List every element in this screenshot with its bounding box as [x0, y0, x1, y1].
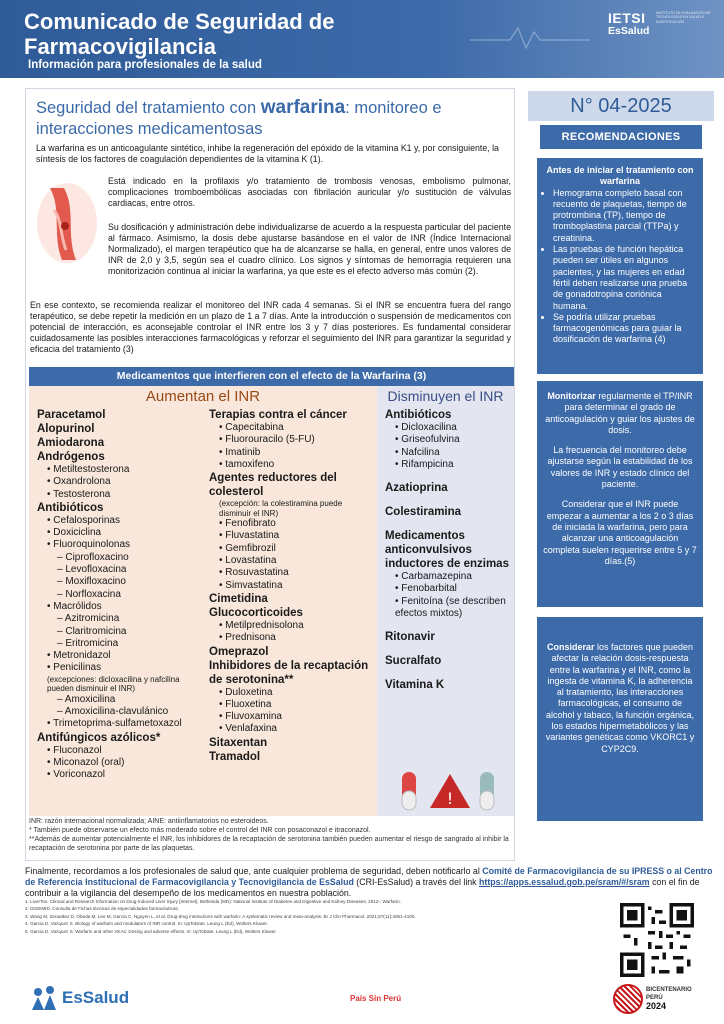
qr-code-icon[interactable]	[620, 903, 694, 977]
reference-item: 2. DIGEMID. Consulta de Fichas técnicas de especialidades farmacéuticas.	[25, 906, 179, 912]
reference-item: 5. Garcia D, Vazquez S. Warfarin and other VKAs: Dosing and adverse effects. In: UpToDate, Leung L (Ed), Wolters Kluwer.	[25, 928, 277, 934]
header-subtitle: Información para profesionales de la salud	[28, 59, 262, 71]
closing-text-3: con el fin de contribuir a la vigilancia del desempeño de los medicamentos en nuestra población.	[25, 877, 700, 898]
drug-item: – Amoxicilina-clavulánico	[37, 706, 207, 718]
drug-item: • Fluorouracilo (5-FU)	[209, 434, 375, 446]
bicentenario-country: PERÚ	[646, 995, 663, 1001]
spacer	[385, 495, 510, 505]
drug-item: – Claritromicina	[37, 626, 207, 638]
recommendation-box-factors	[537, 617, 703, 821]
reference-item: 3. Wang M, Zeraatkar D, Obeda M, Lee M, Garcia C, Nguyen L, et al. Drug-drug interactions with warfarin: A systematic review and meta-analysis. Br J Clin Pharmacol. 2021;87(11):4051-4100.	[25, 913, 416, 919]
drug-group: Ritonavir	[385, 631, 435, 644]
closing-text-2: (CRI-EsSalud) a través del link	[353, 877, 480, 887]
factors-paragraph	[543, 642, 697, 755]
closing-paragraph	[25, 866, 713, 899]
drug-item: • Oxandrolona	[37, 476, 207, 488]
paragraph-indications: Está indicado en la profilaxis y/o tratamiento de trombosis venosas, embolismo pulmonar, complicaciones tromboembólicas asociadas con fibrilación auricular y/o sustitución de válvulas cardiacas, entre otros.	[108, 176, 511, 208]
drug-item: • Fenitoína (se describen efectos mixtos)	[385, 596, 510, 621]
drug-item: • Metilprednisolona	[209, 620, 375, 632]
recommendations-header: RECOMENDACIONES	[540, 125, 702, 149]
drug-item: • Testosterona	[37, 489, 207, 501]
drug-item: • Fluoxetina	[209, 699, 375, 711]
drug-item: • Voriconazol	[37, 769, 207, 781]
ietsi-logo	[608, 10, 712, 42]
article-title-part1: Seguridad del tratamiento con	[36, 99, 261, 117]
pills-warning-icon	[400, 768, 500, 814]
drug-item: – Norfloxacina	[37, 589, 207, 601]
drug-item: • Fluoroquinolonas	[37, 539, 207, 551]
ietsi-logo-org: EsSalud	[608, 25, 650, 37]
bicentenario-text	[646, 986, 692, 1010]
decrease-inr-header: Disminuyen el INR	[387, 388, 504, 404]
header-title	[24, 9, 334, 59]
drug-group: Sucralfato	[385, 655, 442, 668]
drug-item: • Carbamazepina	[385, 571, 510, 583]
footnote-ssri: **Además de aumentar potencialmente el INR, los inhibidores de la recaptación de serotonina también pueden aumentar el riesgo de sangrado al inhibir la recaptación de serotonina por parte de las plaquetas.	[29, 836, 509, 852]
reference-item: 4. Garcia D, Vazquez S. Biology of warfarin and modulators of INR control. In: UpToDate, Leung L (Ed), Wolters Kluwer.	[25, 921, 268, 927]
drug-item: • Lovastatina	[209, 555, 375, 567]
footnote-azoles: * También puede observarse un efecto más moderado sobre el control del INR con posaconazol e itraconazol.	[29, 827, 371, 834]
recommendation-box-baseline	[537, 158, 703, 374]
spacer	[385, 519, 510, 529]
drug-item: – Azitromicina	[37, 613, 207, 625]
article-title	[36, 97, 511, 140]
footnote-abbreviations: INR: razón internacional normalizada; AINE: antiinflamatorios no esteroideos.	[29, 818, 269, 825]
drug-item: • Dicloxacilina	[385, 422, 510, 434]
monitoring-paragraph-2: La frecuencia del monitoreo debe ajustarse según la estabilidad de los valores de INR y estado clínico del paciente.	[547, 445, 693, 490]
spacer	[385, 644, 510, 654]
header-title-line2: Farmacovigilancia	[24, 34, 216, 59]
drug-item: • Penicilinas	[37, 662, 207, 674]
drug-group: Antibióticos	[37, 501, 104, 514]
drug-group: Tramadol	[209, 750, 261, 763]
ietsi-logo-desc: INSTITUTO DE EVALUACIÓN DE TECNOLOGÍAS EN SALUD E INVESTIGACIÓN	[656, 11, 711, 24]
drug-group: Azatioprina	[385, 482, 448, 495]
drug-item: • Gemfibrozil	[209, 543, 375, 555]
spacer	[385, 471, 510, 481]
recommendation-box-baseline-title: Antes de iniciar el tratamiento con warfarina	[546, 165, 694, 187]
monitoring-paragraph-3: Considerar que el INR puede empezar a aumentar a los 2 o 3 días de iniciada la warfarina, pero para alcanzar una anticoagulación completa suelen requerirse entre 5 y 7 días.(5)	[543, 499, 697, 566]
drug-group: Cimetidina	[209, 592, 268, 605]
drug-group: Sitaxentan	[209, 736, 268, 749]
paragraph-monitoring: En ese contexto, se recomienda realizar el monitoreo del INR cada 4 semanas. Si el INR se encuentra fuera del rango terapéutico, se debe repetir la medición en un plazo de 1 a 7 días. Ante la introducción o suspensión de medicamentos con potencial de interacción, es aconsejable controlar el INR entre los 3 y 7 días posteriores. Es fundamental considerar cuidadosamente las posibles interacciones farmacológicas y reforzar el seguimiento del INR para garantizar la seguridad y eficacia del tratamiento (3)	[30, 300, 511, 354]
recommendation-box-monitoring	[537, 381, 703, 607]
references-list	[25, 898, 605, 935]
drug-item: • Cefalosporinas	[37, 515, 207, 527]
closing-text-1: Finalmente, recordamos a los profesionales de salud que, ante cualquier problema de seguridad, deben notificarlo al	[25, 866, 483, 876]
table-footnotes	[29, 817, 514, 853]
reference-item: 1. LiverTox: Clinical and Research Information on Drug-Induced Liver Injury [Internet]. Bethesda (MD): National Institute of Diabetes and Digestive and Kidney Diseases; 2012-. Warfarin.	[25, 899, 401, 904]
drug-group: Terapias contra el cáncer	[209, 409, 347, 421]
drug-item: • Duloxetina	[209, 687, 375, 699]
drug-item: – Levofloxacina	[37, 564, 207, 576]
baseline-test-item: • Se podría utilizar pruebas farmacogenómicas para guiar la dosificación de warfarina (4)	[553, 312, 697, 346]
drug-group: Andrógenos	[37, 451, 105, 463]
drug-item: – Amoxicilina	[37, 694, 207, 706]
drug-item: • Rosuvastatina	[209, 567, 375, 579]
drug-item: • Capecitabina	[209, 422, 375, 434]
bicentenario-year: 2024	[646, 1001, 667, 1011]
drug-item: • Venlafaxina	[209, 723, 375, 735]
drug-item: – Moxifloxacino	[37, 576, 207, 588]
drug-group: Omeprazol	[209, 645, 269, 658]
monitoring-paragraph-1	[543, 391, 697, 436]
drug-group: Antifúngicos azólicos*	[37, 731, 161, 744]
baseline-test-item: • Hemograma completo basal con recuento de plaquetas, tiempo de protrombina (TP), tiempo de tromboplastina parcial (TTPa) y creatinina.	[553, 188, 697, 244]
drug-item: (excepción: la colestiramina puede disminuir el INR)	[219, 499, 343, 518]
svg-text:!: !	[446, 789, 454, 808]
drug-group: Paracetamol	[37, 409, 106, 421]
increase-inr-list-1	[37, 408, 207, 782]
drug-item: • Trimetoprima-sulfametoxazol	[37, 718, 207, 730]
drug-item: • Metronidazol	[37, 650, 207, 662]
drug-item: • Fenofibrato	[209, 518, 375, 530]
spacer	[385, 668, 510, 678]
drug-item: • Fluvastatina	[209, 530, 375, 542]
drug-item: • Prednisona	[209, 632, 375, 644]
paragraph-dosing: Su dosificación y administración debe individualizarse de acuerdo a la respuesta particular del paciente al fármaco. Asimismo, la dosis debe ajustarse basándose en el valor de INR (Índice Internacional Normalizado), el margen terapéutico que ha de alcanzarse se halla, en general, entre unos valores de INR de 2,0 y 3,5, según sea el cuadro clínico. Los signos y síntomas de hemorragia requieren una monitorización continua al iniciar la warfarina, ya que este es el efecto adverso más común (2).	[108, 222, 511, 276]
bicentenario-emblem-icon	[613, 984, 643, 1014]
drug-item: • Simvastatina	[209, 580, 375, 592]
drug-group: Colestiramina	[385, 506, 462, 519]
drug-group: Alopurinol	[37, 423, 95, 435]
drug-item: • tamoxifeno	[209, 459, 375, 471]
increase-inr-list-2	[209, 408, 375, 764]
decrease-inr-list	[385, 408, 510, 692]
increase-inr-header: Aumentan el INR	[145, 388, 261, 405]
heartbeat-icon	[470, 22, 590, 52]
drug-item: (excepciones: dicloxacilina y nafcilina pueden disminuir el INR)	[47, 674, 180, 694]
bulletin-number: N° 04-2025	[528, 91, 714, 121]
drug-item: • Fluconazol	[37, 745, 207, 757]
drug-item: • Nafcilina	[385, 447, 510, 459]
drug-item: • Doxiciclina	[37, 527, 207, 539]
drug-group: Antibióticos	[385, 409, 452, 421]
drug-group: Glucocorticoides	[209, 606, 303, 619]
drug-group: Inhibidores de la recaptación de serotonina**	[209, 659, 369, 686]
interactions-table-title: Medicamentos que interfieren con el efecto de la Warfarina (3)	[29, 367, 514, 386]
factors-text: los factores que pueden afectar la relación dosis-respuesta entre la warfarina y el INR, como la ingesta de vitamina K, la adherencia al tratamiento, las interacciones farmacológicas, el consumo de alcohol y tabaco, la función orgánica, los estados hipermetabólicos y las variantes genéticas como VKORC1 y CYP2C9.	[545, 642, 695, 754]
blood-vessel-icon	[32, 180, 102, 266]
drug-group: Medicamentos anticonvulsivos inductores de enzimas	[385, 530, 509, 571]
baseline-test-item: • Las pruebas de función hepática pueden ser útiles en algunos pacientes, y las mujeres en edad fértil deben realizarse una prueba de gonadotropina coriónica humana.	[553, 244, 697, 312]
sram-link[interactable]: https://apps.essalud.gob.pe/sram/#/sram	[479, 877, 650, 887]
drug-item: – Eritromicina	[37, 638, 207, 650]
drug-item: • Imatinib	[209, 447, 375, 459]
committee-name: Comité de Farmacovigilancia de su IPRESS o al Centro de Referencia Institucional de Farmacovigilancia y Tecnovigilancia de EsSalud	[25, 866, 713, 887]
paragraph-intro: La warfarina es un anticoagulante sintético, inhibe la regeneración del epóxido de la vitamina K1 y, por consiguiente, la síntesis de los factores de coagulación dependientes de la vitamina K (1).	[36, 143, 499, 164]
monitoring-lead: Monitorizar	[547, 391, 596, 401]
monitoring-text-1: regularmente el TP/INR para determinar el grado de anticoagulación y guiar los ajustes de dosis.	[545, 391, 695, 435]
essalud-logo-text: EsSalud	[62, 988, 130, 1007]
drug-item: • Fluvoxamina	[209, 711, 375, 723]
drug-item: • Macrólidos	[37, 601, 207, 613]
article-title-part2: : monitoreo e interacciones medicamentosas	[36, 99, 442, 138]
bicentenario-label: BICENTENARIO	[646, 987, 692, 993]
spacer	[385, 620, 510, 630]
header-title-line1: Comunicado de Seguridad de	[24, 9, 335, 34]
drug-item: – Ciprofloxacino	[37, 552, 207, 564]
drug-item: • Griseofulvina	[385, 434, 510, 446]
baseline-tests-list	[543, 188, 697, 346]
drug-item: • Fenobarbital	[385, 583, 510, 595]
ietsi-logo-name: IETSI	[608, 10, 646, 26]
drug-group: Vitamina K	[385, 679, 445, 692]
pais-sin-peru-logo: País Sin Perú	[350, 994, 402, 1003]
drug-group: Amiodarona	[37, 437, 105, 449]
header-banner	[0, 0, 724, 78]
drug-item: • Rifampicina	[385, 459, 510, 471]
drug-group: Agentes reductores del colesterol	[209, 472, 337, 499]
factors-lead: Considerar	[546, 642, 595, 652]
drug-item: • Metiltestosterona	[37, 464, 207, 476]
drug-item: • Miconazol (oral)	[37, 757, 207, 769]
article-title-drug: warfarina	[260, 97, 346, 118]
